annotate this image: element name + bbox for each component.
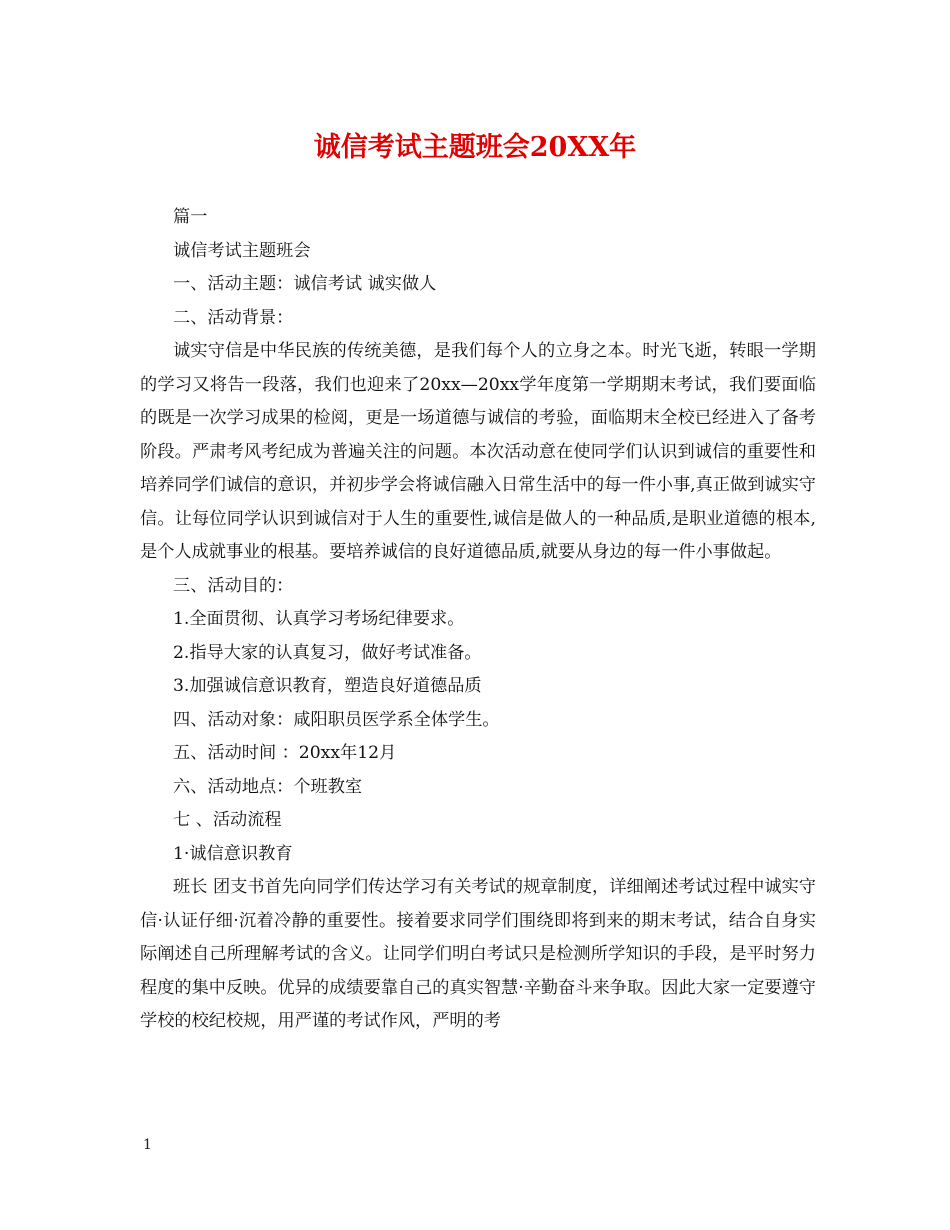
place-line: 六、活动地点：个班教室 [173,776,363,797]
page-number: 1 [143,1137,152,1153]
purpose-item-3: 3.加强诚信意识教育，塑造良好道德品质 [173,676,482,696]
document-body [140,201,816,1039]
purpose-item-2: 2.指导大家的认真复习，做好考试准备。 [173,642,482,663]
part-label: 篇一 [173,207,208,227]
purpose-item-1: 1.全面贯彻、认真学习考场纪律要求。 [173,609,465,629]
process-paragraph: 班长 团支书首先向同学们传达学习有关考试的规章制度，详细阐述考试过程中诚实守信·认证仔细·沉着冷静的重要性。接着要求同学们围绕即将到来的期末考试，结合自身实际阐述自己所理解考试的含义。让同学们明白考试只是检测所学知识的手段，是平时努力程度的集中反映。优异的成绩要靠自己的真实智慧·辛勤奋斗来争取。因此大家一定要遵守学校的校纪校规，用严谨的考试作风，严明的考 [140,877,816,1031]
subtitle: 诚信考试主题班会 [173,240,311,261]
audience-line: 四、活动对象：咸阳职员医学系全体学生。 [173,709,500,730]
background-paragraph: 诚实守信是中华民族的传统美德，是我们每个人的立身之本。时光飞逝，转眼一学期的学习又将告一段落，我们也迎来了20xx—20xx学年度第一学期期末考试，我们要面临的既是一次学习成果的检阅，更是一场道德与诚信的考验，面临期末全校已经进入了备考阶段。严肃考风考纪成为普遍关注的问题。本次活动意在使同学们认识到诚信的重要性和培养同学们诚信的意识，并初步学会将诚信融入日常生活中的每一件小事,真正做到诚实守信。让每位同学认识到诚信对于人生的重要性,诚信是做人的一种品质,是职业道德的根本,是个人成就事业的根基。要培养诚信的良好道德品质,就要从身边的每一件小事做起。 [140,341,816,562]
page-title: 诚信考试主题班会20XX年 [313,132,637,163]
process-item-1: 1·诚信意识教育 [173,843,293,864]
process-heading: 七 、活动流程 [173,810,282,830]
background-heading: 二、活动背景： [173,307,294,328]
theme-line: 一、活动主题：诚信考试 诚实做人 [173,274,437,294]
time-line: 五、活动时间 ：20xx年12月 [173,743,397,763]
purpose-heading: 三、活动目的： [173,575,294,596]
